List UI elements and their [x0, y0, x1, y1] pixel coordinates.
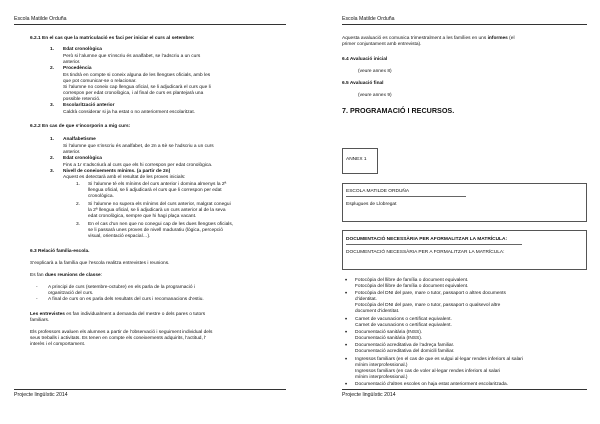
- paragraph: S’explicarà a la família que l’escola realitza entrevistes i reunions.: [30, 261, 170, 266]
- item-title: Edat cronològica: [63, 47, 102, 52]
- bullet-icon: •: [345, 291, 348, 298]
- document-item-text: Carnet de vacunacions o certificat equivalent.: [355, 322, 452, 328]
- paragraph: interès i el comportament.: [30, 342, 86, 347]
- school-name: ESCOLA MATILDE ORDUÑA: [346, 189, 410, 194]
- document-item-text: mínim interprofessional.): [355, 374, 408, 380]
- document-item-text: Fotocòpia del DNI del pare, mare o tutor, passaport o qualsevol altre: [355, 303, 501, 309]
- item-text: que pot comunicar-se o relacionar.: [63, 79, 137, 84]
- subitem-text: Si l’alumne té els mínims del curs anterior i domina almenys la 2ª: [88, 182, 227, 187]
- paragraph: primer conjuntament amb entrevista).: [342, 42, 422, 47]
- school-city: Esplugues de Llobregat: [346, 202, 397, 207]
- document-item-text: document d’identitat.: [355, 309, 400, 315]
- footer-rule: [342, 389, 587, 390]
- document-item-text: Fotocòpia del llibre de família o document equivalent.: [355, 284, 469, 289]
- document-item-text: Ingressos familiars (en cas de voler al·legar rendes inferiors al salari: [355, 368, 501, 374]
- annex-reference: (veure annex 9): [358, 93, 392, 98]
- subitem-number: 2.: [76, 202, 81, 207]
- item-text: Caldrà considerar si ja ha estat o no anteriorment escolaritzat.: [63, 110, 195, 115]
- subitem-text: llengua oficial, se li adjudicarà el curs que li correspon per edat: [88, 188, 222, 193]
- footer-rule: [14, 389, 286, 390]
- page-footer: Projecte lingüístic 2014: [342, 392, 396, 398]
- document-item-text: Fotocòpia del llibre de família o document equivalent.: [355, 278, 469, 283]
- item-text: Fins a 1r s’adscriurà al curs que els hi correspon per edat cronològica.: [63, 163, 213, 168]
- item-text: Si l’alumne no coneix cap llengua oficial, se li adjudicarà el curs que li: [63, 85, 211, 90]
- subitem-text: cronològica.: [88, 194, 114, 199]
- school-name-underline: [346, 196, 466, 197]
- item-number: 3.: [50, 103, 55, 108]
- item-text: correspon per edat cronològica, i al final de curs es plantejarà una: [63, 91, 204, 96]
- document-item-text: Documentació d’altres escoles on haja estat anteriorment escolaritzada.: [355, 381, 509, 387]
- documentation-subtitle: DOCUMENTACIÓ NECESSÀRIA PER A FORMALITZAR LA MATRÍCULA:: [346, 250, 505, 255]
- item-text: possible retenció.: [63, 97, 101, 102]
- paragraph: Aquesta avaluació es comunica trimestralment a les famílies en uns informes (el: [342, 36, 515, 41]
- item-number: 3.: [50, 169, 55, 174]
- subitem-text: visual, orientació espacial…).: [88, 234, 151, 239]
- section-6-4-title: 6.4 Avaluació inicial: [342, 57, 388, 62]
- annex-label: ANNEX 1: [346, 157, 367, 162]
- page-footer: Projecte lingüístic 2014: [14, 392, 68, 398]
- item-number: 2.: [50, 66, 55, 71]
- item-number: 2.: [50, 156, 55, 161]
- subitem-text: edat cronològica, sempre que hi hagi plaça vacant.: [88, 214, 197, 219]
- annex-reference: (veure annex 8): [358, 69, 392, 74]
- documentation-box: [342, 230, 587, 270]
- item-title: Edat cronològica: [63, 156, 102, 161]
- page-header: Escola Matilde Orduña: [14, 16, 67, 22]
- section-6-3-title: 6.3 Relació família-escola.: [30, 249, 90, 254]
- document-item-text: mínim interprofessional.): [355, 362, 408, 368]
- item-text: Si l’alumne que s’inscriu és analfabet, de 2n a 6è se l’adscriu a un curs: [63, 144, 214, 149]
- section-6-2-2-title: 6.2.2 En cas de que s’incorporin a mig curs:: [30, 124, 131, 129]
- document-item-text: Documentació sanitària (INSS).: [355, 335, 423, 341]
- document-item-text: Fotocòpia del DNI del pare, mare o tutor, passaport o altres documents: [355, 291, 506, 297]
- item-title: Analfabetisme: [63, 137, 96, 142]
- dash-bullet: -: [36, 285, 38, 290]
- paragraph: Es fan dues reunions de classe:: [30, 273, 103, 278]
- subitem-text: En el cas d’un nen que no conegui cap de les dues llengües oficials,: [88, 222, 234, 227]
- school-box: [342, 183, 587, 222]
- document-item-text: Carnet de vacunacions o certificat equivalent.: [355, 316, 452, 322]
- documentation-title-underline: [346, 244, 522, 245]
- page-header: Escola Matilde Orduña: [342, 16, 395, 22]
- header-rule: [14, 24, 286, 25]
- item-title: Escolarització anterior: [63, 103, 115, 108]
- item-text: anterior.: [63, 60, 81, 65]
- item-text: Aquest es detectarà amb el resultat de les proves inicials:: [63, 175, 186, 180]
- item-text: anterior.: [63, 150, 81, 155]
- paragraph: Els professors avaluen els alumnes a partir de l’observació i seguiment individual dels: [30, 330, 213, 335]
- right-page: [300, 0, 600, 424]
- item-number: 1.: [50, 47, 55, 52]
- document-item-text: d’identitat.: [355, 297, 377, 303]
- subitem-number: 1.: [76, 182, 81, 187]
- subitem-number: 3.: [76, 222, 81, 227]
- document-item-text: Documentació acreditativa del domicili familiar.: [355, 349, 455, 355]
- bullet-icon: •: [345, 278, 348, 284]
- bullet-icon: •: [345, 329, 348, 336]
- item-number: 1.: [50, 137, 55, 142]
- paragraph: seus treballs i activitats. Es tenen en compte els coneixements adquirits, l’actitud, l’: [30, 336, 207, 341]
- section-6-5-title: 6.5 Avaluació final: [342, 81, 384, 86]
- dash-bullet: -: [36, 297, 38, 302]
- bullet-icon: •: [345, 343, 348, 350]
- section-6-2-1-title: 6.2.1 En el cas que la matriculació es faci per iniciar el curs al setembre:: [30, 36, 195, 41]
- annex-box: [342, 148, 378, 174]
- subitem-text: Si l’alumne no supera els mínims del curs anterior, malgrat conegui: [88, 202, 231, 207]
- item-title: Procedència: [63, 66, 92, 71]
- subitem-text: se li passarà unes proves de nivell maduratiu (lògica, percepció: [88, 228, 223, 233]
- header-rule: [342, 24, 587, 25]
- section-7-title: 7. PROGRAMACIÓ I RECURSOS.: [342, 106, 455, 115]
- document-item-text: Ingressos familiars (en el cas de que es vulgui al·legar rendes inferiors al salari: [355, 356, 523, 362]
- paragraph: familiars.: [30, 318, 50, 323]
- item-text: Es tindrà en compte si coneix alguna de les llengües oficials, amb les: [63, 73, 211, 78]
- bullet-icon: •: [345, 356, 348, 363]
- bullet-icon: •: [345, 381, 348, 388]
- item-title: Nivell de coneixements mínims. (a partir de 2n): [63, 169, 171, 174]
- item-text: Però si l’alumne que s’inscriu és analfabet, se l’adscriu a un curs: [63, 54, 201, 59]
- paragraph: Les entrevistes es fan individualment a demanda del mestre o dels pares o tutors: [30, 312, 206, 317]
- subitem-text: la 2ª llengua oficial, se li adjudicarà un curs anterior al de la seva: [88, 208, 226, 213]
- dash-item-text: A principi de curs (setembre-octubre) en els parla de la programació i: [48, 285, 195, 290]
- documentation-title: DOCUMENTACIÓ NECESSÀRIA PER AFORMALITZAR LA MATRÍCULA:: [346, 237, 508, 242]
- dash-item-text: organització del curs.: [48, 291, 94, 296]
- document-item-text: Documentació sanitària (INSS).: [355, 329, 423, 335]
- bullet-icon: •: [345, 316, 348, 323]
- document-item-text: Documentació acreditativa de l’adreça familiar.: [355, 343, 455, 349]
- dash-item-text: A final de curs on es parla dels resultats del curs i recomanacions d’estiu.: [48, 297, 204, 302]
